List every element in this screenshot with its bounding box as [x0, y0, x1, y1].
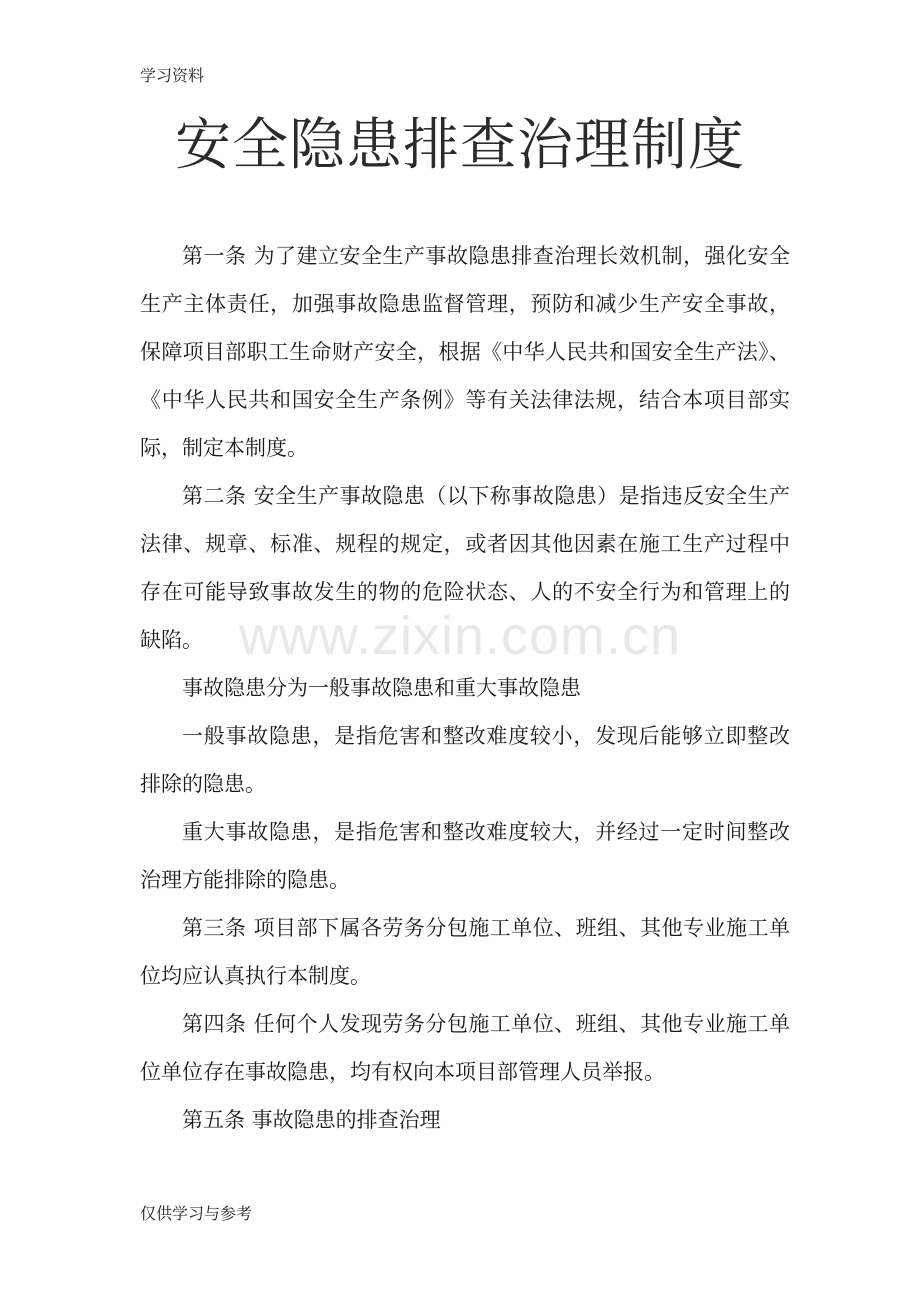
- paragraph-article-4: 第四条 任何个人发现劳务分包施工单位、班组、其他专业施工单位单位存在事故隐患，均有权向本项目部管理人员举报。: [140, 1012, 790, 1084]
- document-body: [140, 232, 790, 1144]
- footer-label: 仅供学习与参考: [140, 1204, 253, 1223]
- paragraph-article-3: 第三条 项目部下属各劳务分包施工单位、班组、其他专业施工单位均应认真执行本制度。: [140, 916, 790, 988]
- paragraph-article-5: 第五条 事故隐患的排查治理: [182, 1108, 441, 1132]
- paragraph-general-hazard: 一般事故隐患，是指危害和整改难度较小，发现后能够立即整改排除的隐患。: [140, 724, 790, 796]
- header-label: 学习资料: [140, 66, 205, 85]
- paragraph-article-2: 第二条 安全生产事故隐患（以下称事故隐患）是指违反安全生产法律、规章、标准、规程的规定，或者因其他因素在施工生产过程中存在可能导致事故发生的物的危险状态、人的不安全行为和管理上的缺陷。: [140, 484, 790, 652]
- paragraph-article-1: 第一条 为了建立安全生产事故隐患排查治理长效机制，强化安全生产主体责任，加强事故隐患监督管理，预防和减少生产安全事故，保障项目部职工生命财产安全，根据《中华人民共和国安全生产法》、《中华人民共和国安全生产条例》等有关法律法规，结合本项目部实际，制定本制度。: [140, 244, 790, 460]
- watermark: www.zixin.com.cn: [238, 606, 682, 666]
- paragraph-major-hazard: 重大事故隐患，是指危害和整改难度较大，并经过一定时间整改治理方能排除的隐患。: [140, 820, 790, 892]
- paragraph-hazard-categories: 事故隐患分为一般事故隐患和重大事故隐患: [182, 676, 581, 700]
- document-title: 安全隐患排查治理制度: [175, 113, 745, 178]
